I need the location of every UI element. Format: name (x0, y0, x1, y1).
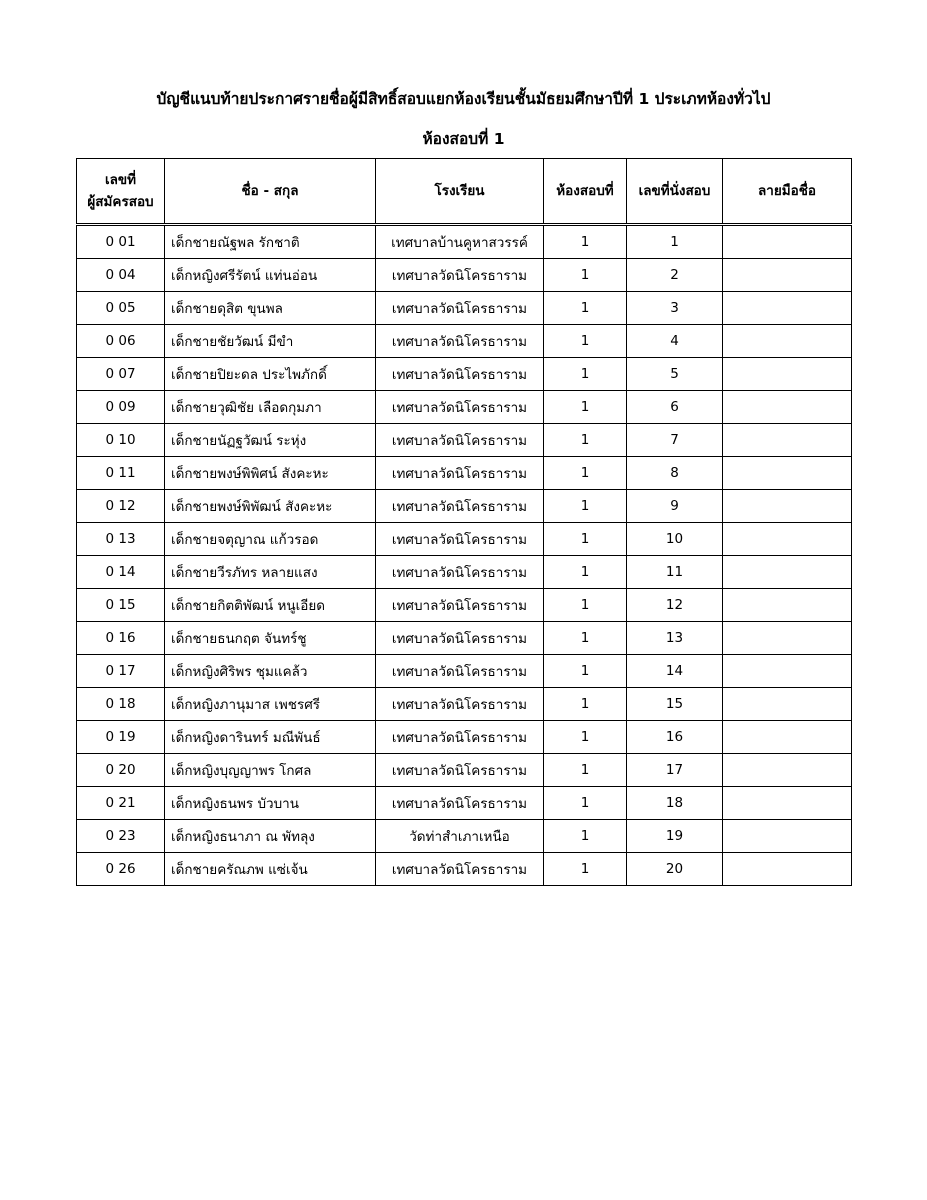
cell-applicant-id: 0 13 (77, 523, 165, 556)
cell-applicant-id: 0 01 (77, 225, 165, 259)
cell-room: 1 (544, 556, 627, 589)
cell-room: 1 (544, 490, 627, 523)
cell-signature[interactable] (723, 655, 852, 688)
cell-applicant-id: 0 09 (77, 391, 165, 424)
table-row (77, 358, 852, 391)
cell-room: 1 (544, 721, 627, 754)
cell-room: 1 (544, 589, 627, 622)
cell-seat: 19 (627, 820, 723, 853)
table-row (77, 325, 852, 358)
table-row (77, 589, 852, 622)
cell-signature[interactable] (723, 589, 852, 622)
cell-room: 1 (544, 853, 627, 886)
cell-signature[interactable] (723, 358, 852, 391)
cell-room: 1 (544, 225, 627, 259)
cell-applicant-id: 0 10 (77, 424, 165, 457)
cell-name: เด็กชายปิยะดล ประไพภักดิ์ (165, 358, 376, 391)
exam-room-title: ห้องสอบที่ 1 (422, 130, 505, 148)
cell-room: 1 (544, 259, 627, 292)
cell-seat: 15 (627, 688, 723, 721)
cell-school: เทศบาลวัดนิโครธาราม (376, 787, 544, 820)
cell-applicant-id: 0 20 (77, 754, 165, 787)
cell-applicant-id: 0 16 (77, 622, 165, 655)
header-signature: ลายมือชื่อ (723, 159, 852, 225)
cell-school: วัดท่าสำเภาเหนือ (376, 820, 544, 853)
cell-applicant-id: 0 18 (77, 688, 165, 721)
cell-signature[interactable] (723, 225, 852, 259)
cell-school: เทศบาลวัดนิโครธาราม (376, 391, 544, 424)
table-row (77, 391, 852, 424)
cell-name: เด็กหญิงภานุมาส เพชรศรี (165, 688, 376, 721)
cell-room: 1 (544, 655, 627, 688)
table-row (77, 424, 852, 457)
cell-seat: 14 (627, 655, 723, 688)
cell-seat: 1 (627, 225, 723, 259)
header-applicant-id-line1: เลขที่ (104, 172, 136, 188)
cell-school: เทศบาลบ้านคูหาสวรรค์ (376, 225, 544, 259)
cell-seat: 3 (627, 292, 723, 325)
cell-name: เด็กชายพงษ์พิพิศน์ สังคะหะ (165, 457, 376, 490)
cell-signature[interactable] (723, 820, 852, 853)
cell-school: เทศบาลวัดนิโครธาราม (376, 259, 544, 292)
cell-school: เทศบาลวัดนิโครธาราม (376, 622, 544, 655)
cell-name: เด็กชายวุฒิชัย เลือดกุมภา (165, 391, 376, 424)
table-row (77, 292, 852, 325)
cell-name: เด็กชายพงษ์พิพัฒน์ สังคะหะ (165, 490, 376, 523)
cell-seat: 2 (627, 259, 723, 292)
cell-seat: 8 (627, 457, 723, 490)
cell-room: 1 (544, 820, 627, 853)
cell-seat: 16 (627, 721, 723, 754)
cell-school: เทศบาลวัดนิโครธาราม (376, 292, 544, 325)
cell-name: เด็กชายนัฏฐวัฒน์ ระหุ่ง (165, 424, 376, 457)
cell-seat: 5 (627, 358, 723, 391)
header-applicant-id (77, 159, 165, 225)
cell-room: 1 (544, 424, 627, 457)
cell-seat: 9 (627, 490, 723, 523)
cell-school: เทศบาลวัดนิโครธาราม (376, 688, 544, 721)
cell-room: 1 (544, 391, 627, 424)
cell-room: 1 (544, 622, 627, 655)
cell-school: เทศบาลวัดนิโครธาราม (376, 523, 544, 556)
cell-school: เทศบาลวัดนิโครธาราม (376, 853, 544, 886)
header-applicant-id-line2: ผู้สมัครสอบ (87, 194, 154, 210)
header-school: โรงเรียน (376, 159, 544, 225)
cell-school: เทศบาลวัดนิโครธาราม (376, 655, 544, 688)
cell-seat: 12 (627, 589, 723, 622)
table-row (77, 556, 852, 589)
cell-applicant-id: 0 11 (77, 457, 165, 490)
cell-school: เทศบาลวัดนิโครธาราม (376, 589, 544, 622)
cell-room: 1 (544, 457, 627, 490)
cell-signature[interactable] (723, 292, 852, 325)
cell-seat: 17 (627, 754, 723, 787)
cell-name: เด็กชายวีรภัทร หลายแสง (165, 556, 376, 589)
cell-signature[interactable] (723, 721, 852, 754)
header-name: ชื่อ - สกุล (165, 159, 376, 225)
cell-name: เด็กชายครัณภพ แซ่เจ้น (165, 853, 376, 886)
cell-name: เด็กหญิงบุญญาพร โกศล (165, 754, 376, 787)
cell-seat: 20 (627, 853, 723, 886)
cell-room: 1 (544, 787, 627, 820)
document-title: บัญชีแนบท้ายประกาศรายชื่อผู้มีสิทธิ์สอบแยกห้องเรียนชั้นมัธยมศึกษาปีที่ 1 ประเภทห้องทั่วไป (156, 90, 771, 108)
cell-applicant-id: 0 06 (77, 325, 165, 358)
cell-applicant-id: 0 21 (77, 787, 165, 820)
cell-signature[interactable] (723, 787, 852, 820)
cell-name: เด็กหญิงธนาภา ณ พัทลุง (165, 820, 376, 853)
table-row (77, 721, 852, 754)
cell-name: เด็กหญิงธนพร บัวบาน (165, 787, 376, 820)
cell-signature[interactable] (723, 325, 852, 358)
table-row (77, 853, 852, 886)
cell-signature[interactable] (723, 424, 852, 457)
table-row (77, 259, 852, 292)
table-row (77, 490, 852, 523)
table-body (77, 225, 852, 886)
cell-seat: 4 (627, 325, 723, 358)
cell-applicant-id: 0 17 (77, 655, 165, 688)
table-row (77, 457, 852, 490)
table-row (77, 655, 852, 688)
cell-name: เด็กชายธนกฤต จันทร์ชู (165, 622, 376, 655)
cell-signature[interactable] (723, 457, 852, 490)
header-seat: เลขที่นั่งสอบ (627, 159, 723, 225)
applicant-roster-table (76, 158, 852, 886)
cell-room: 1 (544, 292, 627, 325)
cell-signature[interactable] (723, 853, 852, 886)
cell-signature[interactable] (723, 259, 852, 292)
cell-room: 1 (544, 754, 627, 787)
cell-applicant-id: 0 23 (77, 820, 165, 853)
cell-school: เทศบาลวัดนิโครธาราม (376, 325, 544, 358)
cell-school: เทศบาลวัดนิโครธาราม (376, 358, 544, 391)
cell-seat: 10 (627, 523, 723, 556)
cell-name: เด็กหญิงศรีรัตน์ แท่นอ่อน (165, 259, 376, 292)
cell-school: เทศบาลวัดนิโครธาราม (376, 424, 544, 457)
cell-school: เทศบาลวัดนิโครธาราม (376, 457, 544, 490)
cell-name: เด็กชายชัยวัฒน์ มีขำ (165, 325, 376, 358)
header-room: ห้องสอบที่ (544, 159, 627, 225)
table-row (77, 523, 852, 556)
cell-room: 1 (544, 688, 627, 721)
cell-signature[interactable] (723, 490, 852, 523)
cell-school: เทศบาลวัดนิโครธาราม (376, 721, 544, 754)
cell-seat: 13 (627, 622, 723, 655)
table-row (77, 754, 852, 787)
cell-school: เทศบาลวัดนิโครธาราม (376, 556, 544, 589)
cell-name: เด็กชายดุสิต ขุนพล (165, 292, 376, 325)
cell-signature[interactable] (723, 754, 852, 787)
cell-seat: 11 (627, 556, 723, 589)
cell-applicant-id: 0 07 (77, 358, 165, 391)
cell-school: เทศบาลวัดนิโครธาราม (376, 754, 544, 787)
cell-name: เด็กชายกิตติพัฒน์ หนูเอียด (165, 589, 376, 622)
cell-signature[interactable] (723, 523, 852, 556)
cell-signature[interactable] (723, 622, 852, 655)
table-row (77, 787, 852, 820)
table-row (77, 820, 852, 853)
cell-signature[interactable] (723, 688, 852, 721)
cell-applicant-id: 0 05 (77, 292, 165, 325)
cell-applicant-id: 0 19 (77, 721, 165, 754)
table-row (77, 225, 852, 259)
cell-seat: 18 (627, 787, 723, 820)
cell-signature[interactable] (723, 391, 852, 424)
cell-applicant-id: 0 15 (77, 589, 165, 622)
cell-name: เด็กหญิงศิริพร ชุมแคล้ว (165, 655, 376, 688)
cell-room: 1 (544, 523, 627, 556)
cell-seat: 6 (627, 391, 723, 424)
cell-signature[interactable] (723, 556, 852, 589)
cell-applicant-id: 0 04 (77, 259, 165, 292)
table-row (77, 622, 852, 655)
cell-applicant-id: 0 12 (77, 490, 165, 523)
cell-school: เทศบาลวัดนิโครธาราม (376, 490, 544, 523)
table-header-row (77, 159, 852, 225)
cell-name: เด็กชายณัฐพล รักชาติ (165, 225, 376, 259)
cell-applicant-id: 0 26 (77, 853, 165, 886)
cell-room: 1 (544, 325, 627, 358)
cell-room: 1 (544, 358, 627, 391)
table-row (77, 688, 852, 721)
cell-applicant-id: 0 14 (77, 556, 165, 589)
cell-name: เด็กหญิงดารินทร์ มณีพันธ์ (165, 721, 376, 754)
cell-name: เด็กชายจตุญาณ แก้วรอด (165, 523, 376, 556)
cell-seat: 7 (627, 424, 723, 457)
